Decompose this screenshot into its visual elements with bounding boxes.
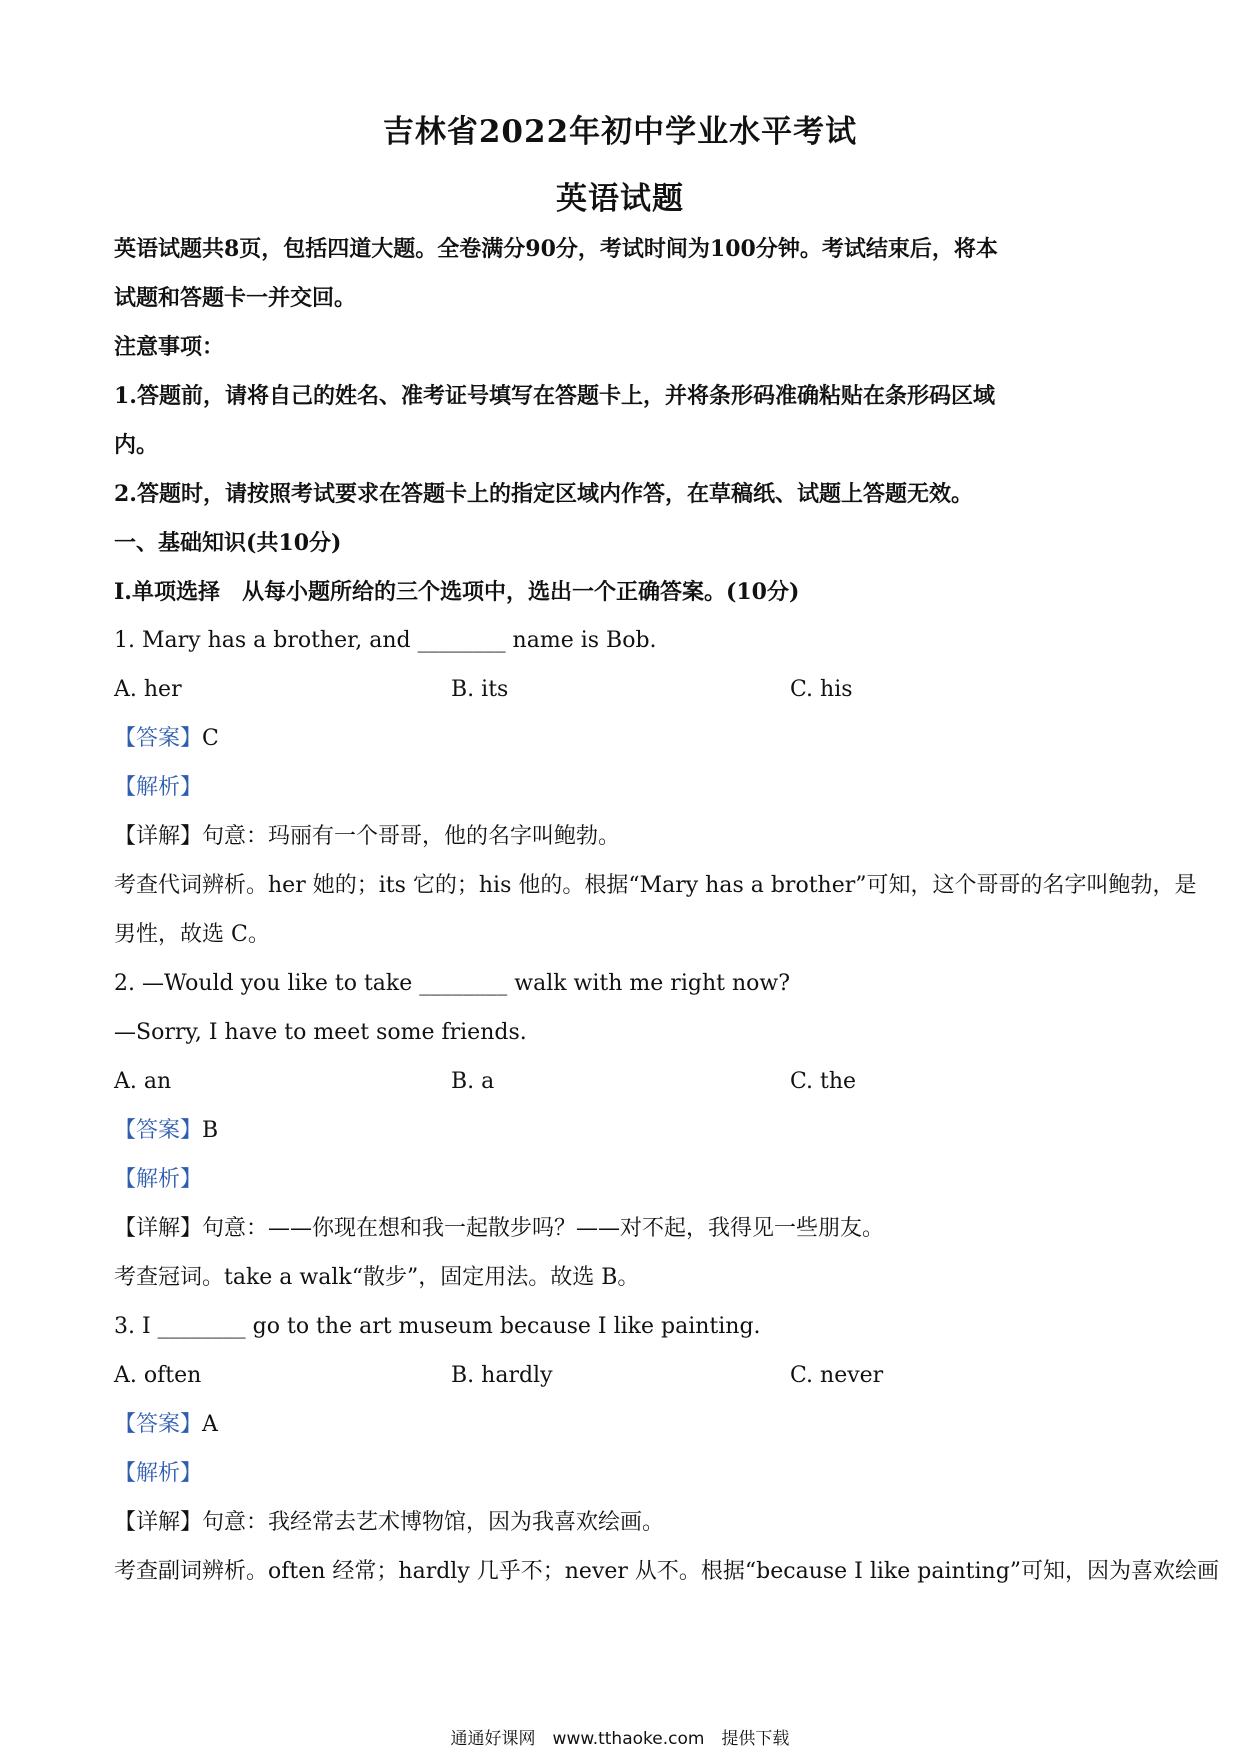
question-2-detail: 【详解】句意：——你现在想和我一起散步吗？——对不起，我得见一些朋友。 (114, 1216, 885, 1241)
question-2-options (0, 1067, 1240, 1097)
question-2-option-a: A. an (114, 1069, 172, 1094)
question-1-option-a: A. her (114, 677, 182, 702)
exam-subtitle: 英语试题 (556, 181, 684, 217)
answer-value: C (202, 726, 219, 751)
answer-value: A (202, 1412, 218, 1437)
question-3-stem: 3. I ________ go to the art museum because I like painting. (114, 1314, 761, 1339)
question-1-detail: 【详解】句意：玛丽有一个哥哥，他的名字叫鲍勃。 (114, 824, 621, 849)
question-3-analysis-label: 【解析】 (114, 1461, 203, 1486)
question-3-option-b: B. hardly (451, 1363, 553, 1388)
footer-source: 通通好课网 www.tthaoke.com 提供下载 (450, 1729, 790, 1749)
part-title: I.单项选择 从每小题所给的三个选项中，选出一个正确答案。(10分) (114, 579, 800, 605)
question-2-explain-1: 考查冠词。take a walk“散步”，固定用法。故选 B。 (114, 1265, 640, 1290)
note-1-line-2: 内。 (114, 432, 159, 458)
question-1-explain-1: 考查代词辨析。her 她的；its 它的；his 他的。根据“Mary has a brother”可知，这个哥哥的名字叫鲍勃，是 (114, 873, 1197, 898)
answer-value: B (202, 1118, 219, 1143)
question-2-option-c: C. the (790, 1069, 857, 1094)
answer-label: 【答案】 (114, 1118, 203, 1143)
question-1-answer (114, 724, 1134, 754)
question-3-option-c: C. never (790, 1363, 884, 1388)
question-2-analysis-label: 【解析】 (114, 1167, 203, 1192)
answer-label: 【答案】 (114, 1412, 203, 1437)
exam-title: 吉林省2022年初中学业水平考试 (382, 114, 858, 150)
note-2: 2.答题时，请按照考试要求在答题卡上的指定区域内作答，在草稿纸、试题上答题无效。 (114, 481, 973, 507)
intro-line-2: 试题和答题卡一并交回。 (114, 285, 357, 311)
question-2-answer (114, 1116, 1134, 1146)
note-1-line-1: 1.答题前，请将自己的姓名、准考证号填写在答题卡上，并将条形码准确粘贴在条形码区域 (114, 383, 995, 409)
question-1-analysis-label: 【解析】 (114, 775, 203, 800)
question-3-option-a: A. often (114, 1363, 202, 1388)
intro-line-1: 英语试题共8页，包括四道大题。全卷满分90分，考试时间为100分钟。考试结束后，将本 (114, 236, 998, 262)
question-2-option-b: B. a (451, 1069, 495, 1094)
question-3-explain-1: 考查副词辨析。often 经常；hardly 几乎不；never 从不。根据“because I like painting”可知，因为喜欢绘画 (114, 1559, 1220, 1584)
answer-label: 【答案】 (114, 726, 203, 751)
question-2-stem-2: —Sorry, I have to meet some friends. (114, 1020, 527, 1045)
question-2-stem: 2. —Would you like to take ________ walk with me right now? (114, 971, 790, 996)
question-1-option-c: C. his (790, 677, 853, 702)
question-3-detail: 【详解】句意：我经常去艺术博物馆，因为我喜欢绘画。 (114, 1510, 665, 1535)
section-title: 一、基础知识(共10分) (114, 530, 342, 556)
question-1-explain-2: 男性，故选 C。 (114, 922, 270, 947)
question-3-answer (114, 1410, 1134, 1440)
question-1-options (0, 675, 1240, 705)
notice-label: 注意事项： (114, 334, 225, 360)
question-3-options (0, 1361, 1240, 1391)
question-1-stem: 1. Mary has a brother, and ________ name is Bob. (114, 628, 657, 653)
question-1-option-b: B. its (451, 677, 509, 702)
